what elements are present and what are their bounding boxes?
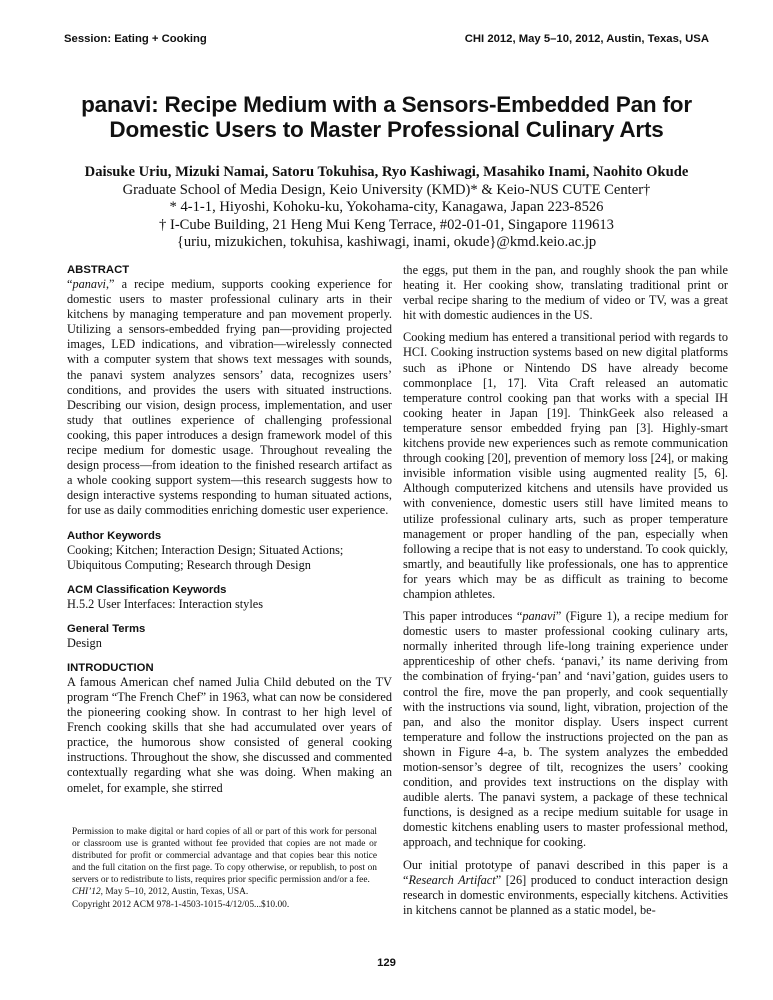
acm-keywords-text: H.5.2 User Interfaces: Interaction styles xyxy=(67,596,263,611)
author-keywords-heading: Author Keywords xyxy=(67,529,162,542)
introduction-paragraph-1-continued: the eggs, put them in the pan, and roughly shook the pan while heating it. Her cooking show, translating traditional print or verbal recipe sharing to the medium of video or TV, was a great hit with domestic audiences in the US. xyxy=(403,263,728,323)
p4-lead: Our initial prototype of panavi described in this paper is a “ xyxy=(403,857,728,887)
introduction-paragraph-2: Cooking medium has entered a transitional period with regards to HCI. Cooking instruction systems based on new digital platforms such as iPhone or Nintendo DS have already become commonplace [1, 17]. Vita Craft released an automatic temperature control cooking pan that works with a special IH cooking heater in Japan [19]. ThinkGeek also released a temperature sensor embedded frying pan [3]. Highly-smart kitchens provide new experiences such as remote communication through cooking [20], prevention of memory loss [24], or making invisible information visible using augmented reality [5, 6]. Although computerized kitchens and utensils have provided us with convenience, domestic users still have limited means to utilize professional culinary arts, such as proper temperature management or proper handling of the pan, especially when following a recipe that is not easy to understand. To cook quickly, smartly, and beautifully like professionals, one has to apprentice for years which may be as difficult as training to become champion athletes. xyxy=(403,330,728,601)
acm-keywords-section xyxy=(67,583,392,612)
general-terms-text: Design xyxy=(67,635,102,650)
abstract-body: ,” a recipe medium, supports cooking experience for domestic users to master professional culinary arts in their kitchens by managing temperature and pan movement properly. Utilizing a sensors-embedded frying pan—providing projected images, LED indications, and vibration—wirelessly connected with a computer system that shows text messages with sounds, the panavi system analyzes sensors’ data, recognizes users’ conditions, and provides the users with situated instructions. Describing our vision, design process, implementation, and user study that outlines experience of challenging professional cooking, this paper introduces a design framework model of this recipe medium for domestic usage. Throughout revealing the design process—from ideation to the finished research artifact as a whole cooking support system—this research suggests how to design interactive systems responding to human situated actions, for use as daily commodities enriching domestic user experience. xyxy=(67,277,392,518)
abstract-heading: ABSTRACT xyxy=(67,264,130,276)
right-column xyxy=(403,263,728,925)
p3-italic-term: panavi xyxy=(522,609,556,624)
author-keywords-section xyxy=(67,529,392,573)
address-singapore: † I-Cube Building, 21 Heng Mui Keng Terrace, #02-01-01, Singapore 119613 xyxy=(159,216,614,233)
author-emails: {uriu, mizukichen, tokuhisa, kashiwagi, inami, okude}@kmd.keio.ac.jp xyxy=(176,234,597,250)
venue-details: , May 5–10, 2012, Austin, Texas, USA. xyxy=(100,887,249,898)
p3-lead: This paper introduces “ xyxy=(403,609,523,624)
affiliation: Graduate School of Media Design, Keio University (KMD)* & Keio-NUS CUTE Center† xyxy=(122,181,651,198)
author-names: Daisuke Uriu, Mizuki Namai, Satoru Tokuhisa, Ryo Kashiwagi, Masahiko Inami, Naohito Okude xyxy=(84,164,689,180)
left-column xyxy=(67,263,392,806)
page-number: 129 xyxy=(377,957,396,969)
title-line-2: Domestic Users to Master Professional Culinary Arts xyxy=(109,117,664,142)
paper-title xyxy=(40,92,733,142)
permission-notice xyxy=(72,826,377,911)
general-terms-section xyxy=(67,622,392,651)
abstract-text: “panavi,” a recipe medium, supports cooking experience for domestic users to master professional culinary arts in their kitchens by managing temperature and pan movement properly. Utilizing a sensors-embedded frying pan—providing projected images, LED indications, and vibration—wirelessly connected with a computer system that shows text messages with sounds, the panavi system analyzes sensors’ data, recognizes users’ conditions, and provides the users with situated instructions. Describing our vision, design process, implementation, and user study that outlines experience of challenging professional cooking, this paper introduces a design framework model of this recipe medium for domestic usage. Throughout revealing the design process—from ideation to the finished research artifact as a whole cooking support system—this research suggests how to design interactive systems responding to human situated actions, for use as daily commodities enriching domestic user experience. xyxy=(67,277,392,518)
author-block xyxy=(40,164,733,252)
acm-keywords-heading: ACM Classification Keywords xyxy=(67,583,227,596)
permission-text: Permission to make digital or hard copies of all or part of this work for personal or classroom use is granted without fee provided that copies are not made or distributed for profit or commercial advantage and that copies bear this notice and the full citation on the first page. To copy otherwise, or republish, to post on servers or to redistribute to lists, requires prior specific permission and/or a fee. xyxy=(72,827,377,886)
introduction-paragraph-1: A famous American chef named Julia Child debuted on the TV program “The French Chef” in 1963, what can now be considered the pioneering cooking show. In contrast to her high level of French cooking skills that she had accumulated over years of practice, the humorous show consisted of general cooking instructions. Throughout the show, she discussed and commented contextually regarding what she was doing. When making an omelet, for example, she stirred xyxy=(67,674,392,795)
p3-body: ” (Figure 1), a recipe medium for domestic users to master professional cooking culinary arts, normally inherited through life-long training experience under apprenticeship of other chefs. ‘panavi,’ its name deriving from the combination of frying-‘pan’ and ‘navi’gation, guides users to control the fire, move the pan properly, and cook sequentially with the instructions via sound, light, vibration, projection of the pan, and also the monitor display. Users inspect current temperature and follow the instructions projected on the pan as shown in Figure 4-a, b. The system analyzes the embedded motion-sensor’s degree of tilt, recognizes the users’ cooking condition, and provides text instructions on the display with audible alerts. The panavi system, a package of these technical functions, is designed as a recipe medium suitable for usage in domestic kitchens enabling users to master professional method, approach, and technique for cooking. xyxy=(403,609,728,850)
venue-name: CHI’12 xyxy=(72,887,101,898)
p4-italic-term: Research Artifact xyxy=(408,872,496,887)
venue-line xyxy=(72,886,377,898)
running-header-conference: CHI 2012, May 5–10, 2012, Austin, Texas, USA xyxy=(464,33,709,45)
p4-body: ” [26] produced to conduct interaction design research in domestic environments, especially kitchens. Activities in kitchens cannot be planned as a static model, be- xyxy=(403,872,728,917)
copyright-line: Copyright 2012 ACM 978-1-4503-1015-4/12/05...$10.00. xyxy=(72,899,290,910)
running-header-session: Session: Eating + Cooking xyxy=(64,33,207,45)
abstract-italic-term: panavi xyxy=(72,277,106,291)
author-keywords-text: Cooking; Kitchen; Interaction Design; Situated Actions; Ubiquitous Computing; Research through Design xyxy=(67,542,344,572)
introduction-paragraph-4 xyxy=(403,858,728,918)
introduction-heading: INTRODUCTION xyxy=(67,661,154,674)
general-terms-heading: General Terms xyxy=(67,622,146,635)
address-japan: * 4-1-1, Hiyoshi, Kohoku-ku, Yokohama-city, Kanagawa, Japan 223-8526 xyxy=(169,199,604,215)
introduction-section xyxy=(67,661,392,796)
introduction-paragraph-3 xyxy=(403,609,728,851)
title-line-1: panavi: Recipe Medium with a Sensors-Embedded Pan for xyxy=(81,92,692,117)
abstract-section xyxy=(67,263,392,519)
